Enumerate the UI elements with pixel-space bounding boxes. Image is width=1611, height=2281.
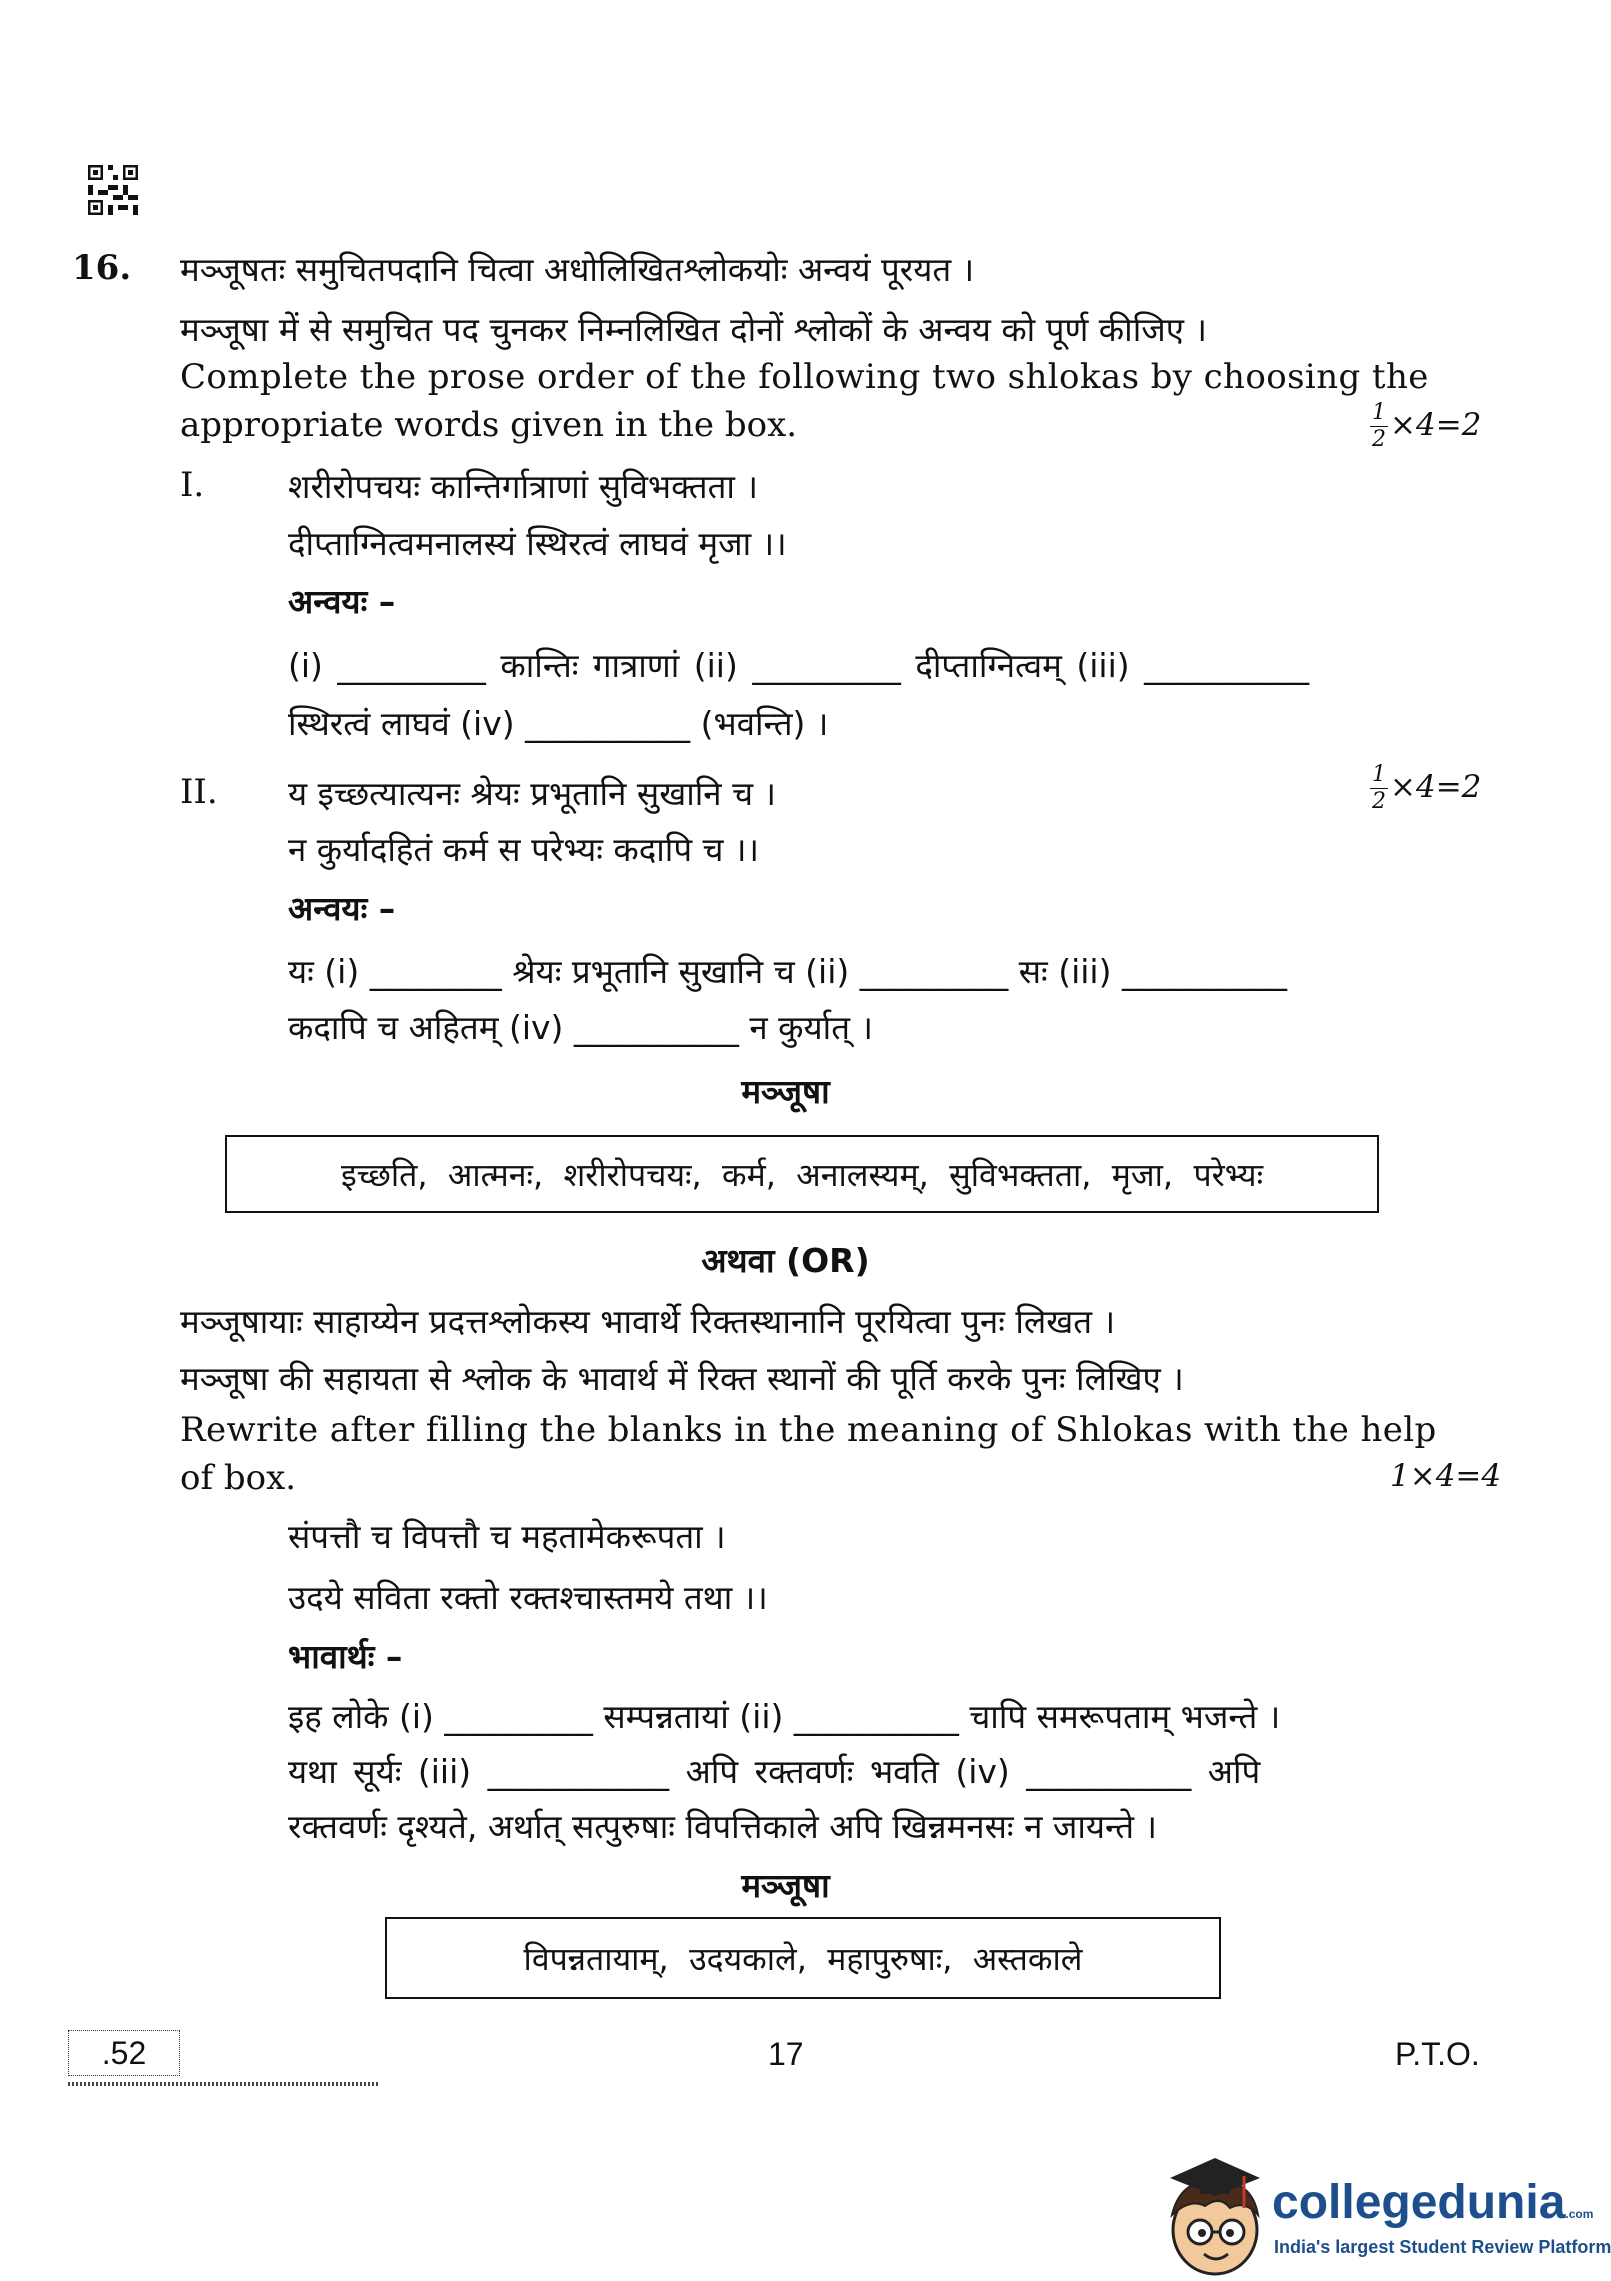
manjusha2-words: विपन्नतायाम्, उदयकाले, महापुरुषाः, अस्तकाले [523,1939,1083,1978]
instruction-hindi: मञ्जूषा में से समुचित पद चुनकर निम्नलिखित दोनों श्लोकों के अन्वय को पूर्ण कीजिए । [180,310,1207,349]
shloka1-anvaya-heading: अन्वयः – [288,582,396,621]
instruction-english-2: appropriate words given in the box. [180,405,798,445]
instruction-english-1: Complete the prose order of the following two shlokas by choosing the [180,357,1429,397]
student-mascot-icon [1160,2150,1270,2275]
shloka2-line2: न कुर्यादहितं कर्म स परेभ्यः कदापि च ।। [288,830,760,869]
pto-label: P.T.O. [1395,2036,1480,2072]
shloka2-label: II. [180,772,218,812]
or-heading: अथवा (OR) [701,1241,870,1280]
collegedunia-logo [1160,2145,1611,2275]
or-shloka-line1: संपत्तौ च विपत्तौ च महतामेकरूपता । [288,1517,726,1556]
shloka2-marks: $\frac{1}{2}$ ×4=2 [1372,762,1482,814]
question-number: 16. [72,248,132,288]
manjusha1-words: इच्छति, आत्मनः, शरीरोपचयः, कर्म, अनालस्यम्, सुविभक्तता, मृजा, परेभ्यः [340,1155,1264,1194]
or-instruction-sanskrit: मञ्जूषायाः साहाय्येन प्रदत्तश्लोकस्य भावार्थे रिक्तस्थानानि पूरयित्वा पुनः लिखत । [180,1302,1116,1341]
manjusha1-box [225,1135,1379,1213]
shloka1-anvaya-line1: (i) _________ कान्तिः गात्राणां (ii) _________ दीप्ताग्नित्वम् (iii) __________ [288,646,1310,685]
question-marks: $\frac{1}{2}$ ×4=2 [1372,400,1482,452]
manjusha2-heading: मञ्जूषा [741,1866,830,1905]
manjusha2-box [385,1917,1221,1999]
or-instruction-english-2: of box. [180,1458,297,1498]
shloka1-label: I. [180,465,205,505]
barcode-strip [68,2082,378,2086]
bhavartha-line3: रक्तवर्णः दृश्यते, अर्थात् सत्पुरुषाः विपत्तिकाले अपि खिन्नमनसः न जायन्ते । [288,1807,1158,1846]
shloka1-anvaya-line2: स्थिरत्वं लाघवं (iv) __________ (भवन्ति) । [288,704,829,743]
brand-name: collegedunia.com [1272,2176,1594,2229]
or-shloka-line2: उदये सविता रक्तो रक्तश्चास्तमये तथा ।। [288,1578,768,1617]
shloka1-line2: दीप्ताग्नित्वमनालस्यं स्थिरत्वं लाघवं मृजा ।। [288,524,787,563]
bhavartha-line1: इह लोके (i) _________ सम्पन्नतायां (ii) __________ चापि समरूपताम् भजन्ते । [288,1697,1281,1736]
page-number: 17 [768,2036,804,2072]
instruction-sanskrit: मञ्जूषतः समुचितपदानि चित्वा अधोलिखितश्लोकयोः अन्वयं पूरयत । [180,250,975,289]
shloka1-line1: शरीरोपचयः कान्तिर्गात्राणां सुविभक्तता । [288,467,758,506]
qr-code-icon [88,165,138,215]
paper-code: .52 [101,2034,147,2071]
brand-tagline: India's largest Student Review Platform [1274,2237,1611,2257]
shloka2-anvaya-line1: यः (i) ________ श्रेयः प्रभूतानि सुखानि च (ii) _________ सः (iii) __________ [288,952,1287,991]
bhavartha-heading: भावार्थः – [288,1637,403,1676]
bhavartha-line2: यथा सूर्यः (iii) ___________ अपि रक्तवर्णः भवति (iv) __________ अपि [288,1752,1261,1791]
shloka2-anvaya-heading: अन्वयः – [288,889,396,928]
manjusha1-heading: मञ्जूषा [741,1072,830,1111]
or-marks: 1×4=4 [1390,1458,1502,1494]
shloka2-anvaya-line2: कदापि च अहितम् (iv) __________ न कुर्यात् । [288,1008,874,1047]
or-instruction-english-1: Rewrite after filling the blanks in the meaning of Shlokas with the help [180,1410,1437,1450]
or-instruction-hindi: मञ्जूषा की सहायता से श्लोक के भावार्थ में रिक्त स्थानों की पूर्ति करके पुनः लिखिए । [180,1359,1184,1398]
shloka2-line1: य इच्छत्यात्यनः श्रेयः प्रभूतानि सुखानि च । [288,774,777,813]
paper-code-box [68,2030,180,2076]
